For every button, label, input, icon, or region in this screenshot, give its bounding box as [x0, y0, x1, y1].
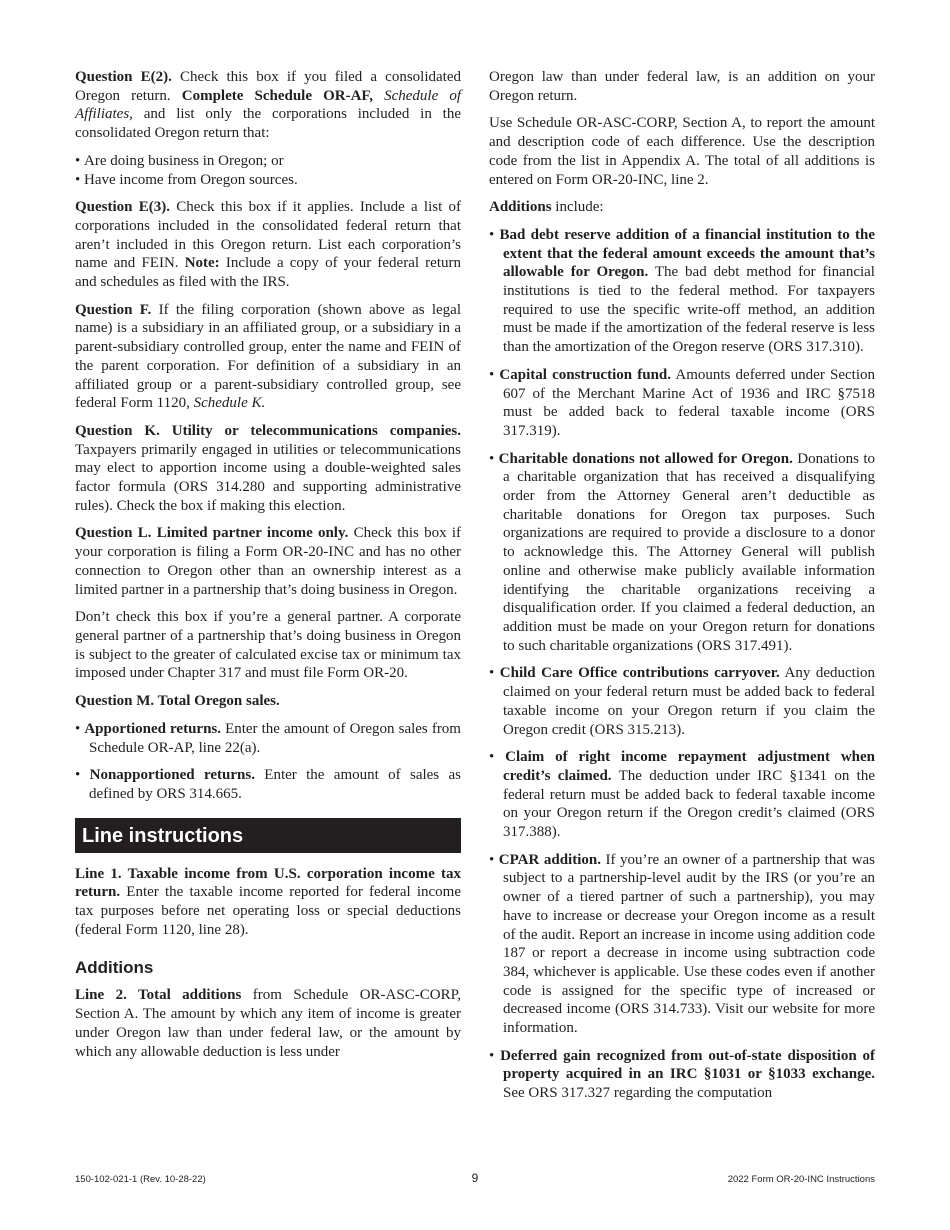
question-m-paragraph	[75, 692, 461, 711]
list-item: • Nonapportioned returns. Enter the amount of sales as defined by ORS 314.665.	[75, 767, 461, 802]
question-f-text: If the filing corporation (shown above as legal name) is a subsidiary in an affiliated group, or a subsidiary in a parent-subsidiary controlled group, enter the name and FEIN of the parent corporation. For definition of a subsidiary in an affiliated group or a parent-subsidiary controlled group, see federal Form 1120,	[75, 301, 461, 412]
bullet-bold: Deferred gain recognized from out-of-state disposition of property acquired in an IRC §1031 or §1033 exchange.	[500, 1047, 875, 1083]
bullet-text: See ORS 317.327 regarding the computation	[503, 1085, 773, 1102]
question-e3-note-text: Include a copy of your federal return and schedules as filed with the IRS.	[75, 255, 461, 291]
bullet-bold: Child Care Office contributions carryover.	[499, 665, 780, 682]
bullet-text: Enter the amount of Oregon sales from Schedule OR-AP, line 22(a).	[89, 720, 461, 756]
list-item: • Bad debt reserve addition of a financial institution to the extent that the federal amount exceeds the amount that’s allowable for Oregon. The bad debt method for financial institutions is tied to the federal method. For taxpayers required to use the specific write-off method, an addition must be made if the amortization of the federal reserve is less than the amortization of the Oregon reserve (ORS 317.310).	[489, 226, 875, 356]
right-column	[489, 68, 875, 1112]
schedule-usage-paragraph: Use Schedule OR-ASC-CORP, Section A, to report the amount and description code of each difference. Use the description code from the list in Appendix A. The total of all additions is entered on Form OR-20-INC, line 2.	[489, 115, 875, 188]
bullet-bold: CPAR addition.	[498, 851, 601, 868]
bullet-bold: Nonapportioned returns.	[89, 767, 255, 784]
additions-list	[489, 226, 875, 1103]
additions-include-text: include:	[551, 199, 604, 216]
bullet-text: If you’re an owner of a partnership that was subject to a partnership-level audit by the IRS (or you’re an owner of a tiered partner of such a partnership), you may have to increase or decrease your Oregon income as a result of the audit. Report an increase in income using addition code 187 or report a decrease in income using subtraction code 384, whichever is applicable. Use these codes even if another code is assigned for the specific type of increased or decreased income (ORS 314.733). Visit our website for more information.	[503, 851, 875, 1037]
question-f-paragraph	[75, 301, 461, 413]
additions-heading: Additions	[75, 958, 154, 978]
list-item: • CPAR addition. If you’re an owner of a partnership that was subject to a partnership-level audit by the IRS (or you’re an owner of a tiered partner of such a partnership), you may have to increase or decrease your Oregon income as a result of the audit. Report an increase in income using addition code 187 or report a decrease in income using subtraction code 384, whichever is applicable. Use these codes even if another code is assigned for the specific type of increased or decreased income (ORS 314.733). Visit our website for more information.	[489, 851, 875, 1037]
question-f-italic-text: Schedule K.	[193, 395, 266, 412]
question-k-label: Question K. Utility or telecommunications companies.	[75, 422, 461, 439]
bullet-text: Any deduction claimed on your federal return must be added back to federal taxable income on your Oregon return if you claim the Oregon credit (ORS 315.213).	[503, 665, 875, 738]
additions-include-bold: Additions	[489, 199, 552, 216]
bullet-text: Are doing business in Oregon; or	[84, 152, 284, 169]
question-k-paragraph	[75, 422, 461, 516]
question-l-paragraph	[75, 524, 461, 599]
question-e3-paragraph	[75, 198, 461, 292]
list-item: • Have income from Oregon sources.	[75, 171, 298, 188]
page-number: 9	[471, 1171, 479, 1185]
line-1-text: Enter the taxable income reported for federal income tax purposes before net operating loss or special deductions (federal Form 1120, line 28).	[75, 884, 461, 938]
question-e2-text: Check this box if you filed a consolidated Oregon return.	[75, 69, 461, 104]
question-m-bullets	[75, 720, 461, 804]
question-l-paragraph-2: Don’t check this box if you’re a general partner. A corporate general partner of a partnership that’s doing business in Oregon is subject to the greater of calculated excise tax or minimum tax imposed under Chapter 317 and must file Form OR-20.	[75, 609, 461, 682]
line-2-paragraph	[75, 986, 461, 1061]
question-e2-text-end: and list only the corporations included in the consolidated Oregon return that:	[75, 106, 461, 142]
bullet-bold: Apportioned returns.	[84, 720, 222, 737]
question-e2-paragraph	[75, 68, 461, 143]
list-item: • Deferred gain recognized from out-of-state disposition of property acquired in an IRC §1031 or §1033 exchange. See ORS 317.327 regarding the computation	[489, 1047, 875, 1102]
bullet-bold: Bad debt reserve addition of a financial institution to the extent that the federal amount exceeds the amount that’s allowable for Oregon.	[499, 226, 875, 281]
bullet-text: The bad debt method for financial institutions is tied to the federal method. For taxpayers required to use the specific write-off method, an addition must be made if the amortization of the federal reserve is less than the amortization of the Oregon reserve (ORS 317.310).	[503, 264, 875, 356]
bullet-text: Donations to a charitable organization that has received a disqualifying order from the Attorney General aren’t deductible as charitable donations for Oregon tax purposes. Such organizations are required to provide a disclosure to a donor to acknowledge this. The Attorney General will publish online and otherwise make publicly available information identifying the charitable organizations receiving a disqualification order. If you claimed a federal deduction, an addition must be made on your Oregon return for donations to such charitable organizations (ORS 317.491).	[503, 450, 875, 654]
line-1-paragraph	[75, 865, 461, 940]
bullet-bold: Capital construction fund.	[499, 366, 672, 383]
question-e2-italic-text: Schedule of Affiliates,	[75, 87, 462, 123]
bullet-text: The deduction under IRC §1341 on the federal return must be added back to federal taxable income on your Oregon return if the Oregon credit’s claimed (ORS 317.388).	[503, 767, 875, 841]
footer-form-number: 150-102-021-1 (Rev. 10-28-22)	[75, 1174, 206, 1185]
question-f-label: Question F.	[75, 301, 152, 318]
bullet-text: Amounts deferred under Section 607 of the Merchant Marine Act of 1936 and IRC §7518 must be added back to federal taxable income (ORS 317.319).	[503, 366, 875, 439]
question-e3-label: Question E(3).	[75, 199, 170, 216]
question-e2-space	[373, 88, 384, 104]
question-e2-bold-text: Complete Schedule OR-AF,	[181, 87, 373, 104]
question-k-text: Taxpayers primarily engaged in utilities or telecommunications may elect to apportion income using a double-weighted sales factor formula (ORS 314.280 and supporting administrative rules). Check the box if making this election.	[75, 441, 461, 514]
question-e3-text: Check this box if it applies. Include a list of corporations included in the consolidated federal return that aren’t included in this Oregon return. List each corporation’s name and FEIN.	[75, 199, 461, 272]
footer-title: 2022 Form OR-20-INC Instructions	[727, 1174, 875, 1185]
line-instructions-heading: Line instructions	[75, 818, 461, 853]
additions-include-paragraph	[489, 198, 875, 217]
bullet-bold: Charitable donations not allowed for Oregon.	[498, 450, 793, 467]
left-column	[75, 68, 461, 1070]
continuation-paragraph: Oregon law than under federal law, is an addition on your Oregon return.	[489, 69, 875, 104]
question-l-text: Check this box if your corporation is filing a Form OR-20-INC and has no other connection to Oregon other than an ownership interest as a limited partner in a partnership that’s doing business in Oregon.	[75, 525, 461, 598]
question-e2-bullets	[75, 152, 461, 189]
list-item: • Charitable donations not allowed for Oregon. Donations to a charitable organization that has received a disqualifying order from the Attorney General aren’t deductible as charitable donations for Oregon tax purposes. Such organizations are required to provide a disclosure to a donor to acknowledge this. The Attorney General will publish online and otherwise make publicly available information identifying the charitable organizations receiving a disqualification order. If you claimed a federal deduction, an addition must be made on your Oregon return for donations to such charitable organizations (ORS 317.491).	[489, 450, 875, 654]
bullet-text: Enter the amount of sales as defined by ORS 314.665.	[89, 767, 461, 802]
bullet-text: Have income from Oregon sources.	[84, 171, 298, 188]
note-label: Note:	[184, 255, 220, 272]
list-item: • Are doing business in Oregon; or	[75, 152, 284, 169]
question-l-label: Question L. Limited partner income only.	[75, 525, 349, 542]
line-1-label: Line 1. Taxable income from U.S. corporation income tax return.	[75, 865, 461, 901]
question-e2-label: Question E(2).	[75, 69, 172, 85]
list-item: • Child Care Office contributions carryover. Any deduction claimed on your federal return must be added back to federal taxable income on your Oregon return if you claim the Oregon credit (ORS 315.213).	[489, 665, 875, 738]
list-item: • Apportioned returns. Enter the amount of Oregon sales from Schedule OR-AP, line 22(a).	[75, 720, 461, 756]
line-2-label: Line 2. Total additions	[75, 987, 242, 1004]
list-item: • Claim of right income repayment adjustment when credit’s claimed. The deduction under IRC §1341 on the federal return must be added back to federal taxable income on your Oregon return if the Oregon credit’s claimed (ORS 317.388).	[489, 749, 875, 841]
list-item: • Capital construction fund. Amounts deferred under Section 607 of the Merchant Marine Act of 1936 and IRC §7518 must be added back to federal taxable income (ORS 317.319).	[489, 366, 875, 439]
bullet-bold: Claim of right income repayment adjustment when credit’s claimed.	[503, 749, 875, 784]
question-m-label: Question M. Total Oregon sales.	[75, 693, 280, 710]
line-2-text: from Schedule OR-ASC-CORP, Section A. The amount by which any item of income is greater under Oregon law than under federal law, or the amount by which any allowable deduction is less under	[75, 987, 461, 1060]
